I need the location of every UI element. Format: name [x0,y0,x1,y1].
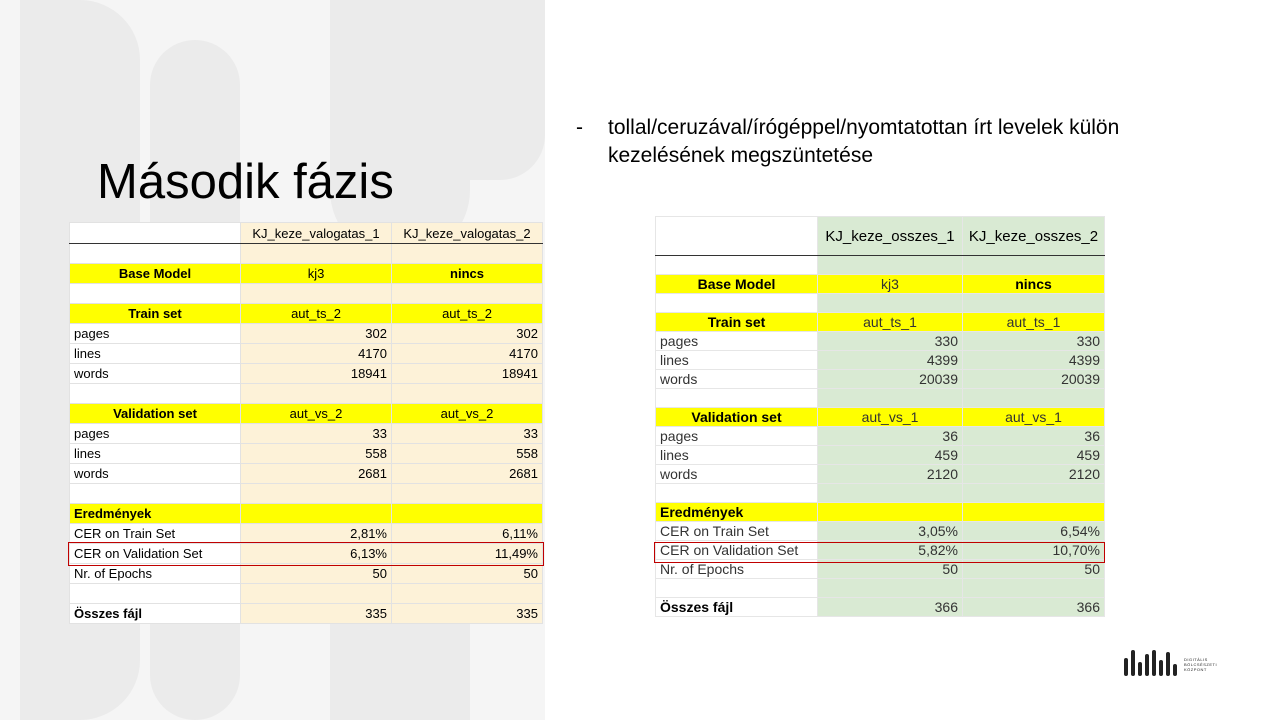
validation-set-row [656,408,1105,427]
row-label: Nr. of Epochs [70,564,241,584]
bullet-marker: - [576,116,583,139]
table-cell: 4399 [963,351,1105,370]
row-label: Validation set [656,408,818,427]
row-label: pages [70,424,241,444]
table-cell: 330 [963,332,1105,351]
table-row [70,344,543,364]
empty-row [70,284,543,304]
row-label: Nr. of Epochs [656,560,818,579]
table-cell: 18941 [392,364,543,384]
row-label: Train set [656,313,818,332]
table-cell: 4170 [392,344,543,364]
row-label: lines [70,344,241,364]
table-cell: 2681 [392,464,543,484]
empty-row [70,484,543,504]
bullet-text: tollal/ceruzával/írógéppel/nyomtatottan írt levelek külön kezelésének megszüntetése [608,116,1120,167]
row-label: CER on Train Set [656,522,818,541]
column-header: KJ_keze_osszes_1 [818,217,963,256]
table-cell [656,217,818,256]
table-cell: 20039 [818,370,963,389]
table-cell: 558 [392,444,543,464]
table-cell: aut_vs_2 [392,404,543,424]
empty-row [656,389,1105,408]
table-cell: 366 [963,598,1105,617]
table-cell: 36 [963,427,1105,446]
total-row [70,604,543,624]
table-cell: 5,82% [818,541,963,560]
row-label: pages [656,427,818,446]
results-header-row [656,503,1105,522]
table-row [70,564,543,584]
table-row [656,522,1105,541]
base-model-row [70,264,543,284]
table-row [70,364,543,384]
table-cell: 18941 [241,364,392,384]
results-header-row [70,504,543,524]
table-row [70,324,543,344]
table-header-row [656,217,1105,256]
table-row [70,544,543,564]
table-cell: 2681 [241,464,392,484]
table-cell: 302 [392,324,543,344]
row-label: pages [70,324,241,344]
table-cell: 302 [241,324,392,344]
table-cell: aut_ts_2 [241,304,392,324]
table-cell: 50 [392,564,543,584]
table-cell: 2120 [818,465,963,484]
row-label: Base Model [656,275,818,294]
table-row [656,427,1105,446]
table-cell: nincs [392,264,543,284]
empty-row [70,584,543,604]
validation-set-row [70,404,543,424]
table-cell: 459 [963,446,1105,465]
row-label: lines [70,444,241,464]
total-row [656,598,1105,617]
empty-row [656,579,1105,598]
train-set-row [70,304,543,324]
table-cell: 366 [818,598,963,617]
table-cell: aut_vs_2 [241,404,392,424]
table-cell: 50 [963,560,1105,579]
table-row [70,464,543,484]
logo-icon [1124,648,1180,676]
row-label: CER on Train Set [70,524,241,544]
logo-text: DIGITÁLIS BÖLCSÉSZETI KÖZPONT [1184,657,1218,672]
table-row [70,524,543,544]
table-row [70,424,543,444]
table-cell: 6,54% [963,522,1105,541]
row-label: Validation set [70,404,241,424]
row-label: Train set [70,304,241,324]
row-label: lines [656,446,818,465]
train-set-row [656,313,1105,332]
table-cell: 11,49% [392,544,543,564]
table-cell: aut_ts_1 [963,313,1105,332]
row-label: CER on Validation Set [70,544,241,564]
row-label: words [70,464,241,484]
slide-title: Második fázis [97,155,394,209]
right-results-table [655,216,1105,617]
table-row [656,332,1105,351]
table-row [70,444,543,464]
row-label: words [656,370,818,389]
base-model-row [656,275,1105,294]
table-cell: kj3 [241,264,392,284]
row-label: words [70,364,241,384]
table-row [656,560,1105,579]
background-shape [455,0,545,180]
table-cell: 6,13% [241,544,392,564]
table-cell: 2120 [963,465,1105,484]
background-shape [330,0,470,260]
table-cell: aut_vs_1 [818,408,963,427]
table-row [656,446,1105,465]
empty-row [656,294,1105,313]
row-label: Eredmények [656,503,818,522]
column-header: KJ_keze_valogatas_2 [392,223,543,244]
table-cell: 3,05% [818,522,963,541]
row-label: Base Model [70,264,241,284]
table-cell: 4399 [818,351,963,370]
empty-row [70,244,543,264]
table-cell: 335 [392,604,543,624]
table-row [656,541,1105,560]
table-cell: 20039 [963,370,1105,389]
table-cell: 33 [241,424,392,444]
row-label: CER on Validation Set [656,541,818,560]
table-cell: 36 [818,427,963,446]
table-cell: aut_vs_1 [963,408,1105,427]
table-cell: 335 [241,604,392,624]
table-cell: 50 [818,560,963,579]
empty-row [70,384,543,404]
table-cell: 4170 [241,344,392,364]
table-cell: 50 [241,564,392,584]
row-label: lines [656,351,818,370]
left-results-table [69,222,543,624]
table-cell [70,223,241,244]
table-cell: kj3 [818,275,963,294]
table-cell: nincs [963,275,1105,294]
table-header-row [70,223,543,244]
table-cell: aut_ts_2 [392,304,543,324]
table-row [656,370,1105,389]
table-row [656,351,1105,370]
table-row [656,465,1105,484]
table-cell: 2,81% [241,524,392,544]
row-label: Összes fájl [656,598,818,617]
row-label: pages [656,332,818,351]
row-label: Összes fájl [70,604,241,624]
table-cell: 6,11% [392,524,543,544]
dbk-logo [1124,648,1234,676]
table-cell: 330 [818,332,963,351]
row-label: Eredmények [70,504,241,524]
table-cell: 459 [818,446,963,465]
column-header: KJ_keze_valogatas_1 [241,223,392,244]
row-label: words [656,465,818,484]
table-cell: 558 [241,444,392,464]
empty-row [656,484,1105,503]
table-cell: aut_ts_1 [818,313,963,332]
table-cell: 10,70% [963,541,1105,560]
column-header: KJ_keze_osszes_2 [963,217,1105,256]
empty-row [656,256,1105,275]
table-cell: 33 [392,424,543,444]
